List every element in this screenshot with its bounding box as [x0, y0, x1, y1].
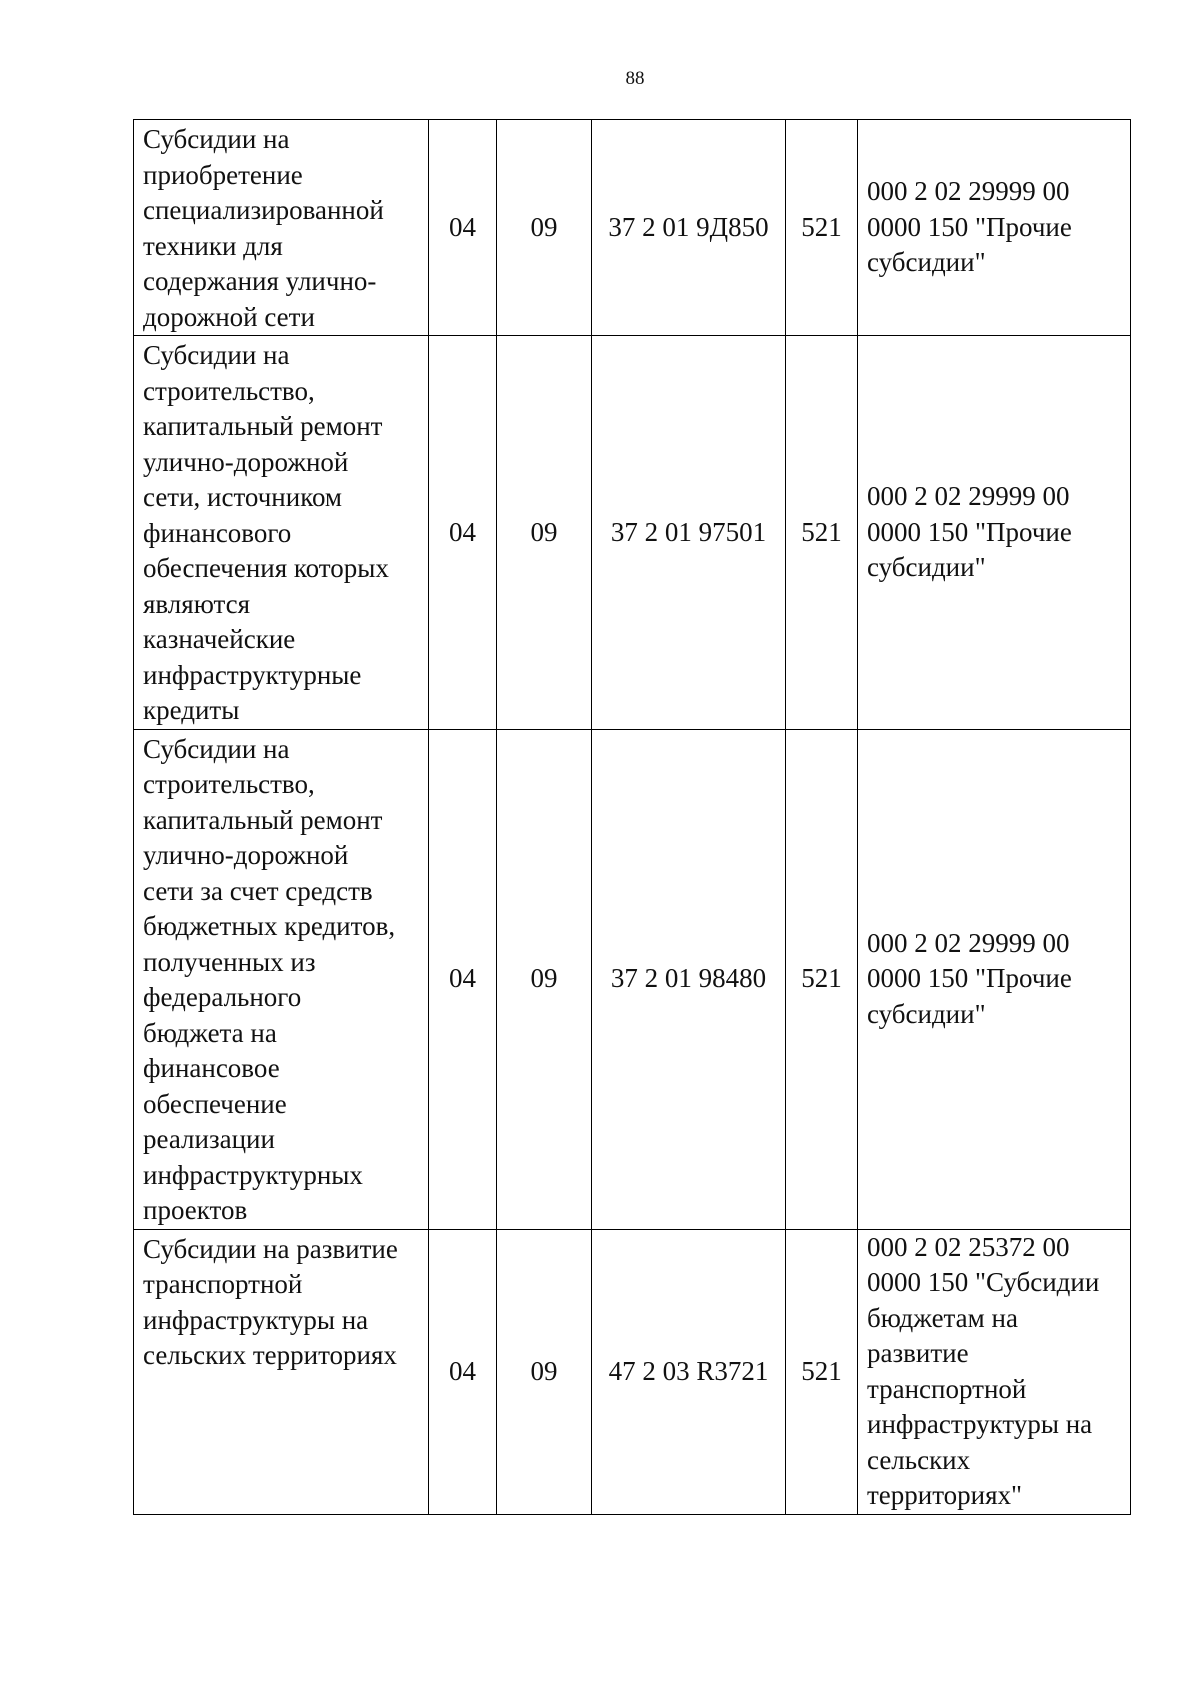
subsidy-name-line: строительство,: [143, 375, 315, 406]
subsidy-name-line: дорожной сети: [143, 301, 315, 332]
income-code-cell: [858, 729, 1131, 1229]
income-code-line: 000 2 02 29999 00: [867, 927, 1070, 958]
subsidy-name-line: полученных из: [143, 946, 316, 977]
income-code-line: 0000 150 "Прочие: [867, 963, 1072, 994]
section-code-cell: 04: [429, 729, 497, 1229]
subsidy-name-line: улично-дорожной: [143, 446, 349, 477]
subsidy-name-line: обеспечения которых: [143, 553, 389, 583]
subsidy-name-line: строительство,: [143, 769, 315, 799]
subsidy-name-line: реализации: [143, 1124, 275, 1154]
subsidies-table: [133, 119, 1131, 1515]
subsidy-name-cell: [134, 120, 429, 336]
subsidy-name-line: Субсидии на: [143, 733, 290, 764]
income-code-line: 0000 150 "Прочие: [867, 211, 1072, 242]
target-article-cell: 47 2 03 R3721: [592, 1229, 786, 1514]
subsidy-name-cell: [134, 1229, 429, 1514]
income-code-line: развитие: [867, 1338, 969, 1368]
subsidy-name-line: Субсидии на развитие: [143, 1233, 398, 1264]
page-number: 88: [625, 68, 645, 89]
table-row: [134, 120, 1131, 336]
subsidy-name-line: транспортной: [143, 1269, 303, 1299]
income-code-line: территориях": [867, 1480, 1023, 1510]
subsidy-name-line: техники для: [143, 230, 283, 261]
subsidy-name-line: бюджетных кредитов,: [143, 911, 396, 941]
income-code-line: 000 2 02 29999 00: [867, 481, 1070, 511]
income-code-line: 0000 150 "Прочие: [867, 516, 1072, 547]
income-code-line: бюджетам на: [867, 1302, 1018, 1333]
subsidy-name-line: обеспечение: [143, 1088, 287, 1119]
income-code-line: 0000 150 "Субсидии: [867, 1267, 1100, 1297]
subsidy-name-line: приобретение: [143, 159, 303, 190]
subsection-code-cell: 09: [497, 336, 592, 730]
subsidy-name-line: бюджета на: [143, 1017, 277, 1048]
income-code-line: транспортной: [867, 1373, 1027, 1404]
table-row: [134, 1229, 1131, 1514]
subsidy-name-line: капитальный ремонт: [143, 804, 383, 835]
income-code-line: субсидии": [867, 247, 986, 278]
subsidy-name-line: Субсидии на: [143, 124, 290, 154]
table-row: [134, 729, 1131, 1229]
subsidy-name-line: сети за счет средств: [143, 875, 373, 906]
income-code-cell: [858, 1229, 1131, 1514]
subsidy-name-line: проектов: [143, 1195, 248, 1225]
subsidy-name-line: кредиты: [143, 695, 240, 725]
subsidy-name-line: сети, источником: [143, 482, 343, 512]
section-code-cell: 04: [429, 1229, 497, 1514]
subsidy-name-line: инфраструктурных: [143, 1159, 363, 1190]
subsection-code-cell: 09: [497, 729, 592, 1229]
expense-type-cell: 521: [786, 729, 858, 1229]
subsidy-name-line: Субсидии на: [143, 340, 290, 370]
expense-type-cell: 521: [786, 120, 858, 336]
income-code-line: 000 2 02 25372 00: [867, 1231, 1070, 1262]
income-code-cell: [858, 120, 1131, 336]
subsidy-name-line: являются: [143, 588, 251, 619]
subsidy-name-cell: [134, 729, 429, 1229]
income-code-line: 000 2 02 29999 00: [867, 176, 1070, 207]
target-article-cell: 37 2 01 9Д850: [592, 120, 786, 336]
subsidy-name-line: инфраструктуры на: [143, 1304, 369, 1335]
subsidy-name-line: содержания улично-: [143, 266, 377, 296]
subsidy-name-line: специализированной: [143, 195, 384, 225]
income-code-line: субсидии": [867, 552, 986, 582]
subsidy-name-line: инфраструктурные: [143, 659, 362, 690]
subsidy-name-line: капитальный ремонт: [143, 411, 383, 441]
subsidy-name-line: казначейские: [143, 624, 296, 654]
income-code-cell: [858, 336, 1131, 730]
subsidy-name-line: улично-дорожной: [143, 840, 349, 870]
target-article-cell: 37 2 01 97501: [592, 336, 786, 730]
subsidy-name-line: федерального: [143, 982, 302, 1012]
income-code-line: сельских: [867, 1444, 971, 1475]
subsidy-name-line: сельских территориях: [143, 1340, 397, 1370]
section-code-cell: 04: [429, 120, 497, 336]
expense-type-cell: 521: [786, 336, 858, 730]
table-row: [134, 336, 1131, 730]
income-code-line: субсидии": [867, 998, 986, 1029]
subsidy-name-line: финансового: [143, 517, 292, 548]
target-article-cell: 37 2 01 98480: [592, 729, 786, 1229]
income-code-line: инфраструктуры на: [867, 1409, 1093, 1439]
subsection-code-cell: 09: [497, 1229, 592, 1514]
subsection-code-cell: 09: [497, 120, 592, 336]
subsidy-name-cell: [134, 336, 429, 730]
expense-type-cell: 521: [786, 1229, 858, 1514]
subsidy-name-line: финансовое: [143, 1053, 280, 1083]
section-code-cell: 04: [429, 336, 497, 730]
